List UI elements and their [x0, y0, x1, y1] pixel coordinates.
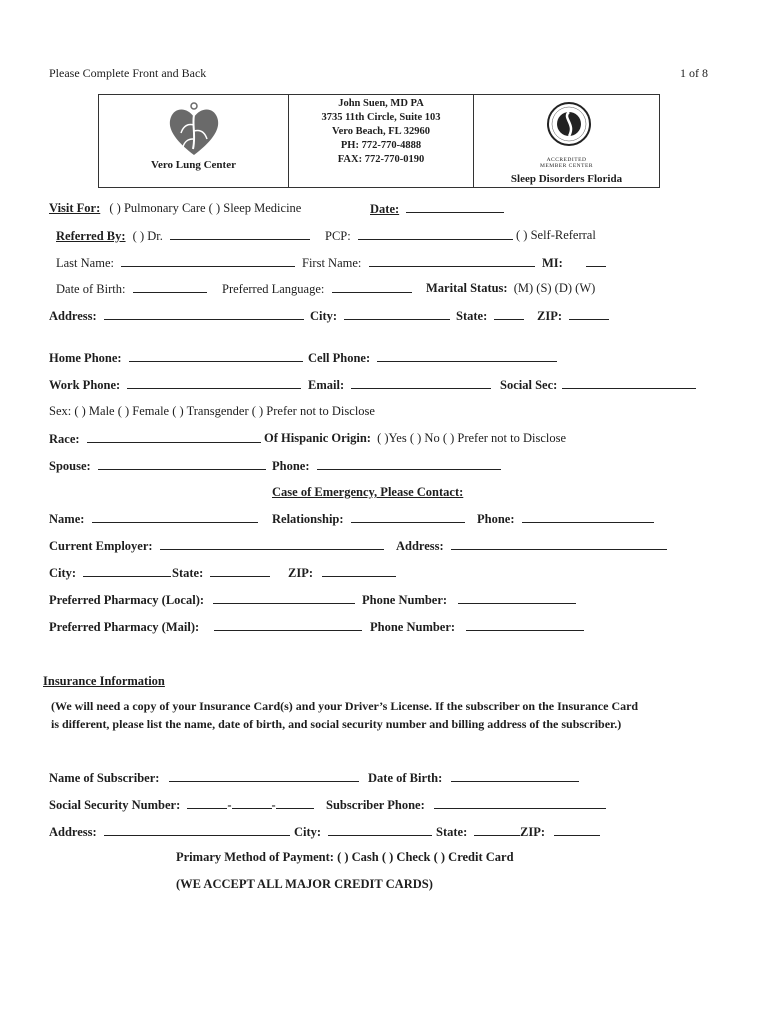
employer-city-row [49, 565, 171, 581]
ssn-row: Social Security Number: - - [49, 797, 314, 813]
subscriber-dob-label: Date of Birth: [368, 771, 443, 785]
referred-dr-option[interactable]: ( ) Dr. [132, 229, 163, 243]
employer-address-row [396, 538, 667, 554]
employer-zip-label: ZIP: [288, 566, 313, 580]
ssn-part-1-field[interactable] [187, 797, 227, 809]
state-label: State: [456, 309, 488, 323]
zip-row [537, 308, 609, 324]
pharmacy-local-phone-row [362, 592, 576, 608]
employer-field[interactable] [160, 538, 384, 550]
insurance-heading: Insurance Information [43, 674, 165, 688]
work-phone-row [49, 377, 301, 393]
work-phone-label: Work Phone: [49, 378, 121, 392]
subscriber-name-row [49, 770, 359, 786]
zip-field[interactable] [569, 308, 609, 320]
social-sec-row [500, 377, 696, 393]
home-phone-field[interactable] [129, 350, 303, 362]
accredited-label [474, 157, 659, 169]
race-field[interactable] [87, 431, 261, 443]
mi-label: MI: [542, 256, 563, 270]
date-label: Date: [370, 202, 400, 216]
employer-address-field[interactable] [451, 538, 667, 550]
employer-city-field[interactable] [83, 565, 171, 577]
address-line-3: Vero Beach, FL 32960 [331, 126, 430, 137]
vero-lung-center-cell [99, 95, 289, 187]
emergency-name-label: Name: [49, 512, 85, 526]
subscriber-dob-row [368, 770, 579, 786]
spouse-row [49, 458, 266, 474]
marital-status-label: Marital Status: [426, 281, 508, 295]
relationship-label: Relationship: [272, 512, 344, 526]
social-sec-field[interactable] [562, 377, 696, 389]
complete-front-back-note: Please Complete Front and Back [49, 66, 207, 80]
ssn-part-3-field[interactable] [276, 797, 314, 809]
visit-for-row [49, 201, 301, 216]
emergency-contact-heading: Case of Emergency, Please Contact: [272, 485, 464, 499]
referred-by-row [56, 228, 310, 244]
visit-for-label: Visit For: [49, 201, 101, 215]
payment-method-options[interactable]: Primary Method of Payment: ( ) Cash ( ) Check ( ) Credit Card [176, 850, 514, 864]
spouse-label: Spouse: [49, 459, 91, 473]
email-row [308, 377, 491, 393]
race-row [49, 431, 261, 447]
pharmacy-local-row [49, 592, 355, 608]
employer-label: Current Employer: [49, 539, 153, 553]
employer-address-label: Address: [396, 539, 444, 553]
accredited-line-1: ACCREDITED [546, 157, 587, 163]
subscriber-city-row [294, 824, 432, 840]
employer-state-row [172, 565, 270, 581]
subscriber-name-field[interactable] [169, 770, 359, 782]
pharmacy-local-phone-field[interactable] [458, 592, 576, 604]
emergency-phone-field[interactable] [522, 511, 654, 523]
self-referral-option[interactable]: ( ) Self-Referral [516, 228, 596, 242]
address-line-5: FAX: 772-770-0190 [337, 154, 425, 165]
last-name-label: Last Name: [56, 256, 114, 270]
subscriber-state-field[interactable] [474, 824, 520, 836]
last-name-row [56, 255, 295, 271]
emergency-name-field[interactable] [92, 511, 258, 523]
subscriber-state-label: State: [436, 825, 468, 839]
spouse-field[interactable] [98, 458, 266, 470]
subscriber-city-label: City: [294, 825, 322, 839]
employer-zip-field[interactable] [322, 565, 396, 577]
marital-status-row [426, 281, 595, 296]
relationship-field[interactable] [351, 511, 465, 523]
state-row [456, 308, 524, 324]
address-row [49, 308, 304, 324]
pharmacy-mail-phone-label: Phone Number: [370, 620, 456, 634]
emergency-phone-row [477, 511, 654, 527]
pharmacy-local-phone-label: Phone Number: [362, 593, 448, 607]
email-label: Email: [308, 378, 345, 392]
sleep-disorders-florida-name: Sleep Disorders Florida [510, 173, 623, 185]
pharmacy-mail-row [49, 619, 362, 635]
subscriber-zip-row [520, 824, 600, 840]
relationship-row [272, 511, 465, 527]
practice-address-cell [289, 95, 474, 187]
subscriber-address-label: Address: [49, 825, 97, 839]
marital-status-options[interactable]: (M) (S) (D) (W) [513, 281, 596, 295]
subscriber-phone-label: Subscriber Phone: [326, 798, 425, 812]
pref-language-field[interactable] [332, 281, 412, 293]
vero-lung-center-name: Vero Lung Center [151, 159, 236, 171]
hispanic-options[interactable]: ( )Yes ( ) No ( ) Prefer not to Disclose [377, 431, 567, 445]
city-label: City: [310, 309, 338, 323]
first-name-label: First Name: [302, 256, 362, 270]
spouse-phone-label: Phone: [272, 459, 310, 473]
address-line-1: John Suen, MD PA [338, 98, 424, 109]
city-field[interactable] [344, 308, 450, 320]
address-label: Address: [49, 309, 97, 323]
employer-state-field[interactable] [210, 565, 270, 577]
subscriber-city-field[interactable] [328, 824, 432, 836]
emergency-phone-label: Phone: [477, 512, 515, 526]
state-field[interactable] [494, 308, 524, 320]
social-sec-label: Social Sec: [500, 378, 558, 392]
subscriber-address-row [49, 824, 290, 840]
subscriber-phone-field[interactable] [434, 797, 606, 809]
referred-by-label: Referred By: [56, 229, 126, 243]
cell-phone-field[interactable] [377, 350, 557, 362]
employer-city-label: City: [49, 566, 77, 580]
first-name-row [302, 255, 535, 271]
vero-lung-heart-logo [165, 101, 223, 157]
work-phone-field[interactable] [127, 377, 301, 389]
emergency-name-row [49, 511, 258, 527]
sleep-disorders-cell [474, 95, 659, 187]
subscriber-phone-row [326, 797, 606, 813]
first-name-field[interactable] [369, 255, 535, 267]
credit-cards-note: (WE ACCEPT ALL MAJOR CREDIT CARDS) [176, 877, 433, 891]
subscriber-name-label: Name of Subscriber: [49, 771, 160, 785]
subscriber-dob-field[interactable] [451, 770, 579, 782]
last-name-field[interactable] [121, 255, 295, 267]
page-count: 1 of 8 [680, 66, 708, 80]
accredited-line-2: MEMBER CENTER [539, 163, 594, 169]
pharmacy-mail-phone-row [370, 619, 584, 635]
subscriber-state-row [436, 824, 520, 840]
pcp-field[interactable] [358, 228, 513, 240]
address-field[interactable] [104, 308, 304, 320]
pharmacy-mail-phone-field[interactable] [466, 619, 584, 631]
subscriber-zip-field[interactable] [554, 824, 600, 836]
hispanic-row [264, 431, 566, 446]
dob-label: Date of Birth: [56, 282, 126, 296]
date-field[interactable] [406, 201, 504, 213]
city-row [310, 308, 450, 324]
spouse-phone-row [272, 458, 501, 474]
pcp-row [325, 228, 513, 244]
pharmacy-local-label: Preferred Pharmacy (Local): [49, 593, 205, 607]
ssn-part-2-field[interactable] [232, 797, 272, 809]
letterhead [98, 94, 660, 188]
insurance-note-line-2: is different, please list the name, date of birth, and social security number and billing address of the subscriber.) [51, 717, 622, 731]
pharmacy-mail-field[interactable] [214, 619, 362, 631]
dob-row [56, 281, 207, 297]
hispanic-label: Of Hispanic Origin: [264, 431, 371, 445]
dob-field[interactable] [133, 281, 207, 293]
home-phone-label: Home Phone: [49, 351, 122, 365]
subscriber-zip-label: ZIP: [520, 825, 545, 839]
zip-label: ZIP: [537, 309, 562, 323]
spouse-phone-field[interactable] [317, 458, 501, 470]
practice-address [289, 97, 473, 167]
sex-options[interactable]: Sex: ( ) Male ( ) Female ( ) Transgender ( ) Prefer not to Disclose [49, 404, 375, 418]
visit-for-options[interactable]: ( ) Pulmonary Care ( ) Sleep Medicine [109, 201, 302, 215]
employer-zip-row [288, 565, 396, 581]
subscriber-address-field[interactable] [104, 824, 290, 836]
pcp-label: PCP: [325, 229, 351, 243]
ssn-label: Social Security Number: [49, 798, 181, 812]
insurance-note-line-1: (We will need a copy of your Insurance Card(s) and your Driver’s License. If the subscriber on the Insurance Card [51, 699, 639, 713]
address-line-4: PH: 772-770-4888 [340, 140, 422, 151]
mi-field[interactable] [586, 255, 606, 267]
cell-phone-label: Cell Phone: [308, 351, 371, 365]
pharmacy-mail-label: Preferred Pharmacy (Mail): [49, 620, 200, 634]
pref-language-row [222, 281, 412, 297]
date-row [370, 201, 504, 217]
cell-phone-row [308, 350, 557, 366]
address-line-2: 3735 11th Circle, Suite 103 [321, 112, 441, 123]
pref-language-label: Preferred Language: [222, 282, 325, 296]
employer-row [49, 538, 384, 554]
race-label: Race: [49, 432, 80, 446]
aasm-seal-icon [546, 101, 592, 147]
mi-row [542, 255, 606, 271]
pharmacy-local-field[interactable] [213, 592, 355, 604]
employer-state-label: State: [172, 566, 204, 580]
home-phone-row [49, 350, 303, 366]
referring-doctor-field[interactable] [170, 228, 310, 240]
email-field[interactable] [351, 377, 491, 389]
